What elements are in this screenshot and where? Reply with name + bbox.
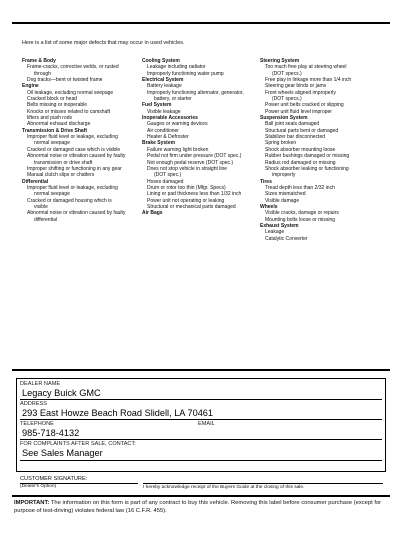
defect-item: Belts missing or inoperable — [27, 102, 88, 109]
important-text: The information on this form is part of any contract to buy this vehicle. Removing this label before consumer purchase (except for purpose of test-driving) violates federal law (16 C.F.R. 455). — [14, 500, 382, 514]
defect-item: Abnormal noise or vibration caused by faulty — [27, 153, 126, 160]
defect-item: Frame-cracks, corrective welds, or rusted — [27, 64, 119, 71]
defect-item: visible — [34, 203, 48, 210]
defect-section-heading: Air Bags — [142, 210, 163, 217]
defect-item: Free play in linkage more than 1/4 inch — [265, 77, 352, 84]
defect-item: Heater & Defroster — [147, 134, 189, 141]
defect-item: Cracked or damaged case which is visible — [27, 146, 121, 153]
defect-item: (DOT spec.) — [154, 172, 182, 179]
defect-item: Visible leakage — [147, 108, 181, 115]
defect-item: Shock absorber mounting loose — [265, 146, 336, 153]
defect-item: Power unit not operating or leaking — [147, 197, 225, 204]
complaints-value: See Sales Manager — [22, 448, 103, 458]
telephone-line — [20, 439, 382, 440]
defect-item: Power unit fluid level improper — [265, 108, 332, 115]
top-rule — [12, 22, 390, 24]
defect-item: Pedal not firm under pressure (DOT spec.) — [147, 153, 242, 160]
important-heading: IMPORTANT: — [14, 500, 50, 506]
defect-item: transmission or drive shaft — [34, 159, 93, 166]
important-notice — [14, 500, 386, 515]
defect-item: Improperly functioning alternator, generator, — [147, 89, 244, 96]
defect-section-heading: Differential — [22, 178, 49, 185]
dealer-name-label: DEALER NAME — [20, 381, 61, 387]
defect-item: Tread depth less than 2/32 inch — [265, 184, 335, 191]
defect-item: Visible cracks, damage or repairs — [265, 210, 339, 217]
defect-item: Sizes mismatched — [265, 191, 306, 198]
defect-section-heading: Fuel System — [142, 102, 172, 109]
defect-item: Lining or pad thickness less than 1/32 inch — [147, 191, 242, 198]
defect-item: lifters and push rods — [27, 115, 73, 122]
defect-item: Hoses damaged — [147, 178, 184, 185]
acknowledge-text: I hereby acknowledge receipt of the Buyers Guide at the closing of this sale. — [143, 485, 305, 490]
complaints-label: FOR COMPLAINTS AFTER SALE, CONTACT: — [20, 441, 136, 447]
defect-item: Cracked or damaged housing which is — [27, 197, 112, 204]
defect-item: Front wheels aligned improperly — [265, 89, 336, 96]
defect-section-heading: Transmission & Drive Shaft — [22, 127, 88, 134]
address-label: ADDRESS — [20, 401, 48, 407]
defect-item: Structural or mechanical parts damaged — [147, 203, 236, 210]
defect-item: improperly — [272, 172, 296, 179]
defect-item: Not enough pedal reserve (DOT spec.) — [147, 159, 234, 166]
defect-item: Leakage including radiator — [147, 64, 206, 71]
defect-item: Does not stop vehicle in straight line — [147, 165, 228, 172]
defect-item: (DOT specs.) — [272, 70, 302, 77]
acknowledge-line — [143, 483, 383, 484]
defect-item: Improperly functioning water pump — [147, 70, 224, 77]
defect-item: Abnormal exhaust discharge — [27, 121, 91, 128]
email-label: EMAIL — [198, 421, 215, 427]
defect-item: Failure warning light broken — [147, 146, 209, 153]
defect-section-heading: Brake System — [142, 140, 176, 147]
defect-item: Cracked block or head — [27, 96, 78, 103]
dealer-option-note: (Dealer's Option) — [20, 484, 57, 489]
defect-item: Rubber bushings damaged or missing — [265, 153, 350, 160]
dealer-name-line — [20, 399, 382, 400]
defect-item: Manual clutch slips or chatters — [27, 172, 95, 179]
defect-section-heading: Exhaust System — [260, 222, 299, 229]
defect-item: battery, or starter — [154, 96, 192, 103]
defect-item: Abnormal noise or vibration caused by faulty — [27, 210, 126, 217]
address-line — [20, 419, 382, 420]
defect-item: normal seepage — [34, 191, 70, 198]
defect-item: Dog tracks—bent or twisted frame — [27, 77, 103, 84]
defect-item: Improper fluid level or leakage, excluding — [27, 134, 118, 141]
defect-section-heading: Frame & Body — [22, 58, 56, 64]
defect-section-heading: Engine — [22, 83, 39, 90]
telephone-label: TELEPHONE — [20, 421, 54, 427]
defect-item: normal seepage — [34, 140, 70, 147]
defect-item: Ball joint seals damaged — [265, 121, 320, 128]
telephone-value: 985-718-4132 — [22, 428, 80, 438]
defect-section-heading: Cooling System — [142, 58, 180, 64]
defect-item: Visible damage — [265, 197, 300, 204]
defect-item: through — [34, 70, 51, 77]
defect-item: Steering gear binds or jams — [265, 83, 327, 90]
address-value: 293 East Howze Beach Road Slidell, LA 70461 — [22, 408, 214, 418]
intro-text: Here is a list of some major defects that may occur in used vehicles. — [22, 40, 185, 46]
defect-item: Shock absorber leaking or functioning — [265, 165, 349, 172]
defect-item: Drum or rotor too thin (Mfgr. Specs) — [147, 184, 226, 191]
defect-item: Stabilizer bar disconnected — [265, 134, 326, 141]
defect-section-heading: Wheels — [260, 203, 278, 210]
defect-section-heading: Tires — [260, 178, 272, 185]
defects-column-1 — [22, 58, 125, 223]
customer-signature-label: CUSTOMER SIGNATURE: — [20, 476, 88, 482]
defect-item: Oil leakage, excluding normal seepage — [27, 89, 114, 96]
defect-item: Improper fluid level or leakage, excluding — [27, 184, 118, 191]
defects-column-3 — [260, 58, 351, 242]
dealer-name-value: Legacy Buick GMC — [22, 388, 101, 398]
defect-item: Catalytic Converter — [265, 235, 308, 242]
defects-column-2 — [142, 58, 244, 217]
defect-item: Structural parts bent or damaged — [265, 127, 339, 134]
defect-section-heading: Electrical System — [142, 77, 184, 84]
defect-item: Mounting bolts loose or missing — [265, 216, 336, 223]
defect-item: Battery leakage — [147, 83, 182, 90]
defect-item: Power unit belts cracked or slipping — [265, 102, 344, 109]
defect-item: Air conditioner — [147, 127, 179, 134]
defect-item: Spring broken — [265, 140, 297, 147]
defect-section-heading: Steering System — [260, 58, 300, 64]
defect-item: Radius rod damaged or missing — [265, 159, 336, 166]
defect-section-heading: Suspension System — [260, 115, 308, 122]
defect-item: differential — [34, 216, 57, 223]
defect-item: Knocks or misses related to camshaft — [27, 108, 111, 115]
section-rule — [12, 369, 390, 371]
defect-section-heading: Inoperable Accessories — [142, 115, 198, 122]
defect-item: Leakage — [265, 229, 285, 236]
bottom-rule — [12, 495, 390, 497]
defect-item: Gauges or warning devices — [147, 121, 208, 128]
defect-item: Too much free play at steering wheel — [265, 64, 347, 71]
defect-item: (DOT specs.) — [272, 96, 302, 103]
defect-item: Improper shifting or functioning in any gear — [27, 165, 122, 172]
complaints-line — [20, 460, 382, 461]
